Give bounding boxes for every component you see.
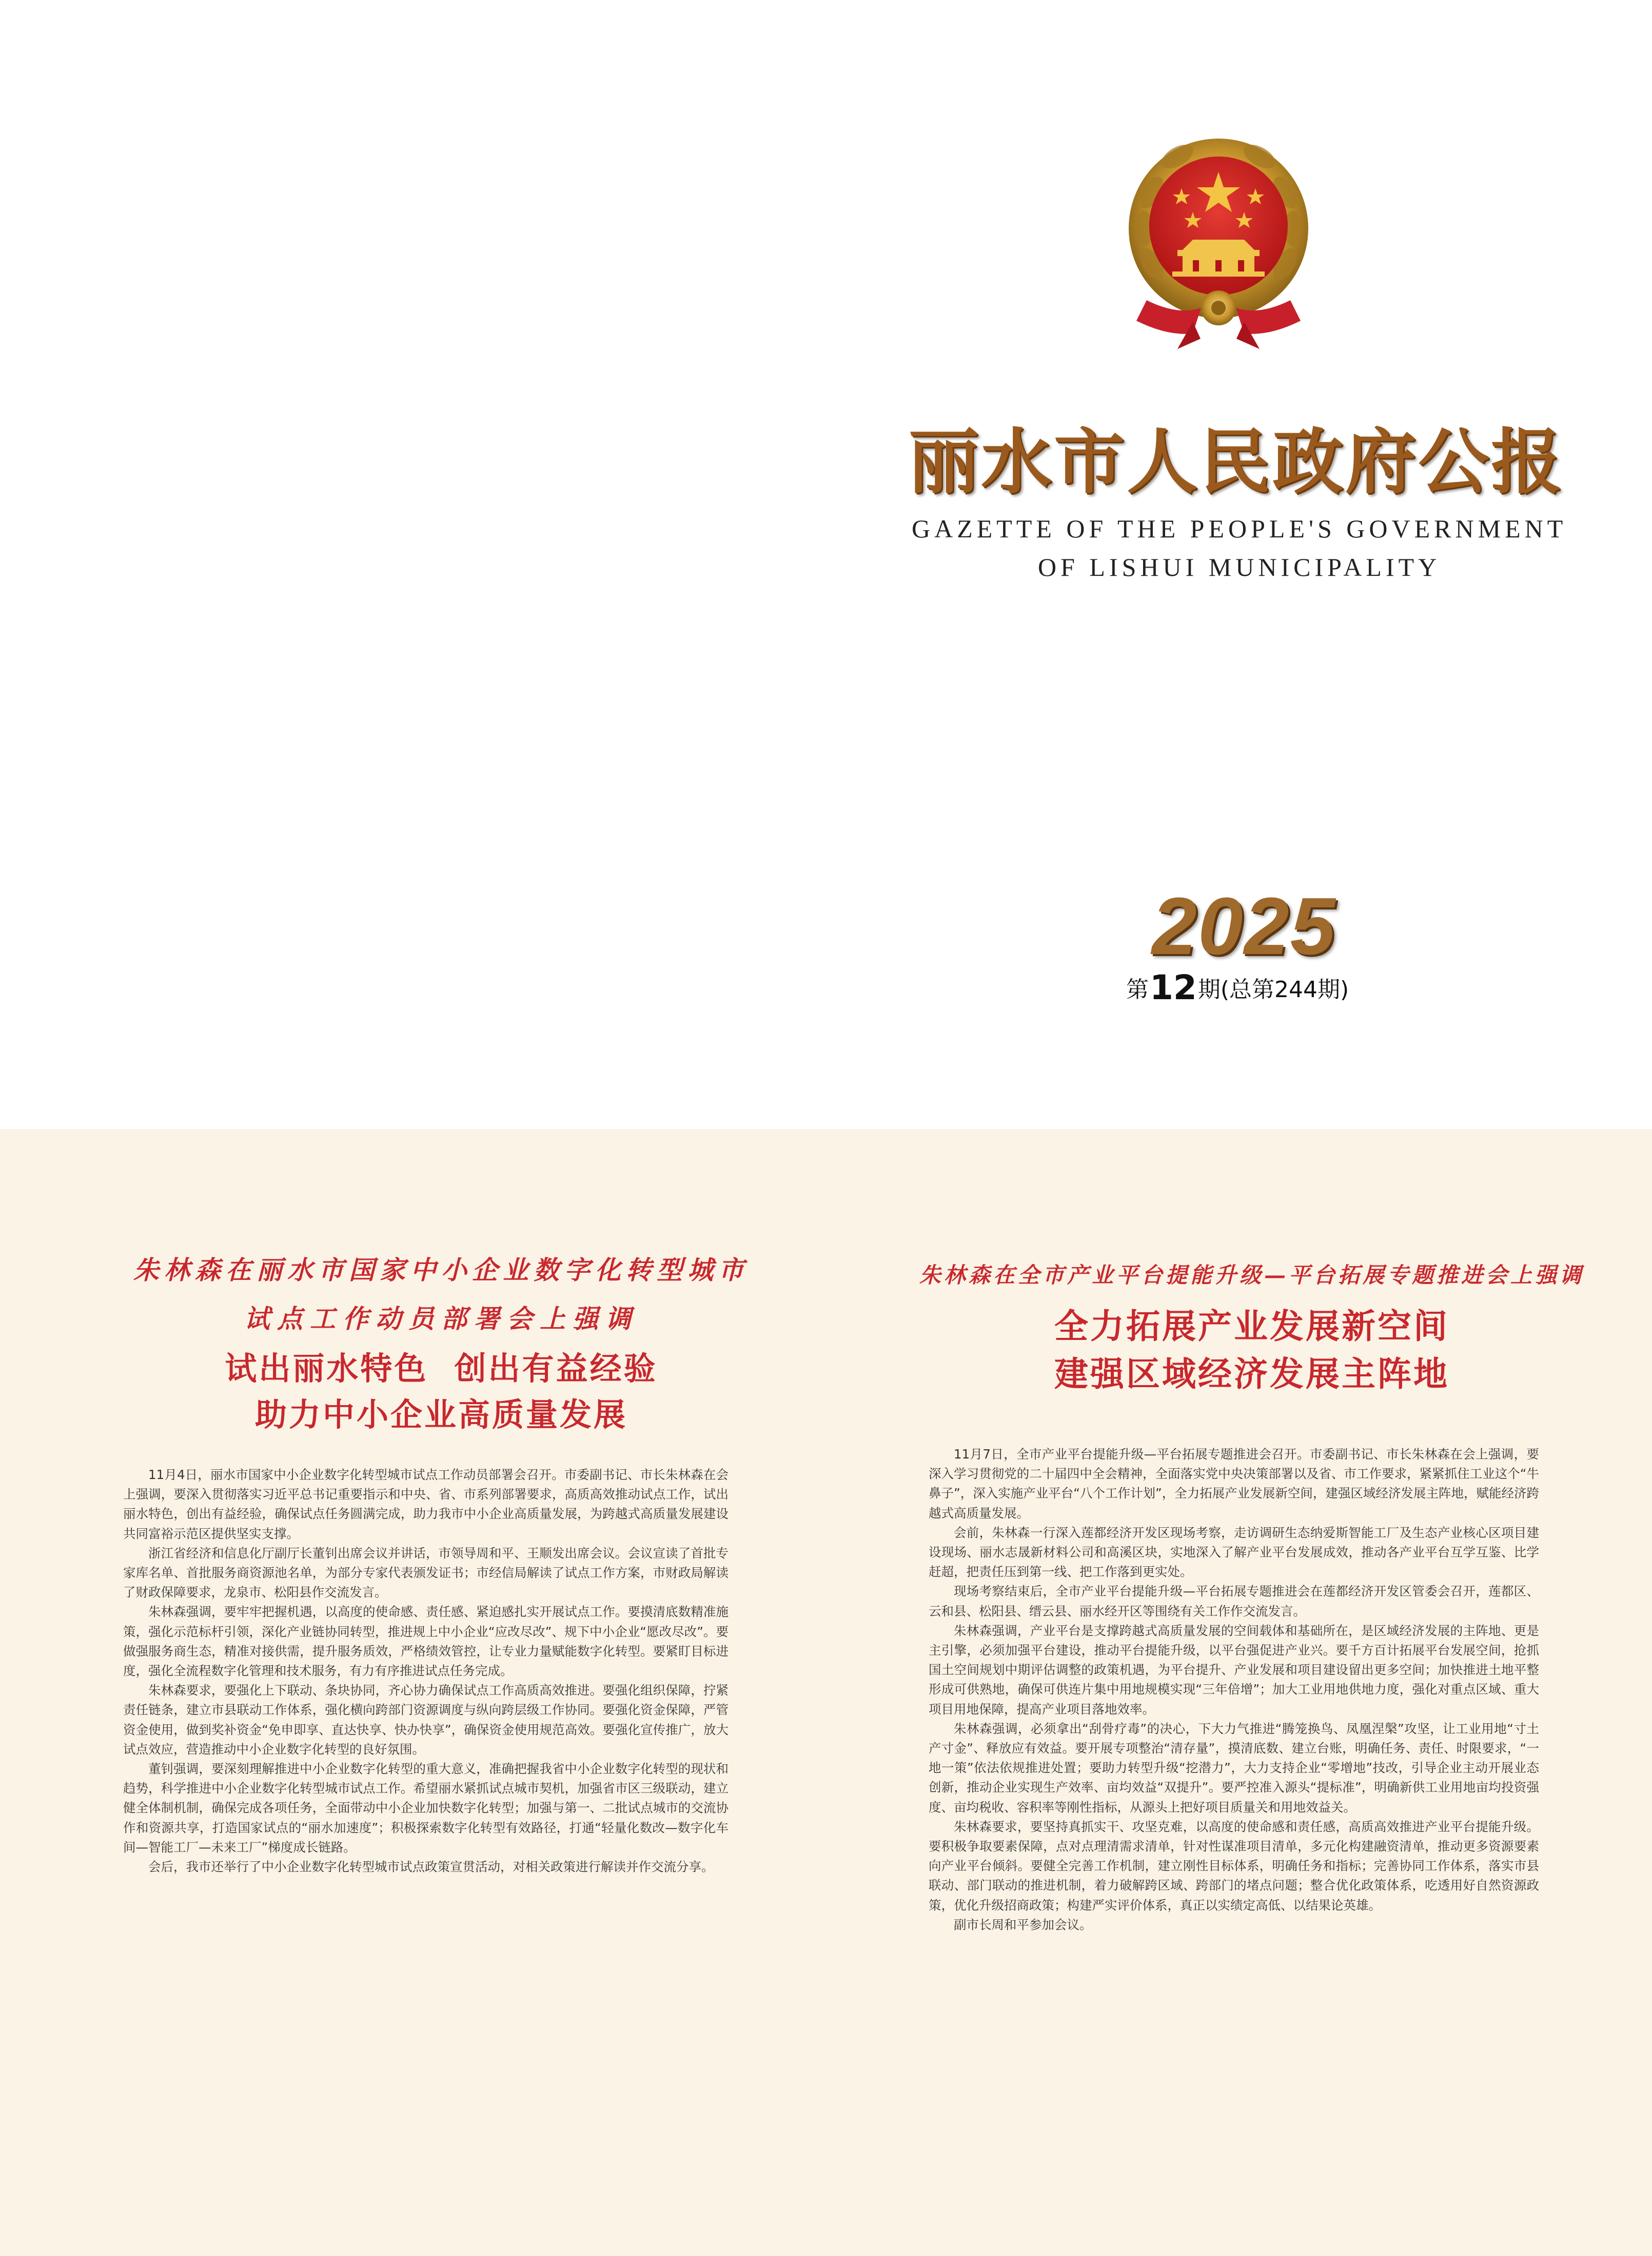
left-article-headline-line2: 助力中小企业高质量发展 [254,1396,627,1433]
right-article-paragraph: 副市长周和平参加会议。 [954,1917,1092,1932]
right-article-paragraph: 11月7日，全市产业平台提能升级—平台拓展专题推进会召开。市委副书记、市长朱林森在会上强调，要深入学习贯彻党的二十届四中全会精神，全面落实党中央决策部署以及省、市工作要求，紧紧抓住工业这个“牛鼻子”，深入实施产业平台“八个工作计划”，全力拓展产业发展新空间，建强区域经济发展主阵地，赋能经济跨越式高质量发展。 [929,1447,1539,1521]
right-article-paragraph: 朱林森强调，必须拿出“刮骨疗毒”的决心，下大力气推进“腾笼换鸟、凤凰涅槃”攻坚，让工业用地“寸土产寸金”、释放应有效益。要开展专项整治“清存量”，摸清底数、建立台账，明确任务、责任、时限要求，“一地一策”依法依规推进处置；要助力转型升级“挖潜力”，大力支持企业“零增地”技改，引导企业主动开展业态创新，推动企业实现生产效率、亩均效益“双提升”。要严控准入源头“提标准”，明确新供工业用地亩均投资强度、亩均税收、容积率等刚性指标，从源头上把好项目质量关和用地效益关。 [929,1721,1539,1815]
gazette-title-chinese: 丽水市人民政府公报 [908,420,1564,503]
left-article-body [123,1465,729,1877]
national-emblem-icon [1116,131,1321,352]
right-article-paragraph: 会前，朱林森一行深入莲都经济开发区现场考察，走访调研生态纳爱斯智能工厂及生态产业核心区项目建设现场、丽水志晟新材料公司和高溪区块，实地深入了解产业平台发展成效，推动各产业平台互学互鉴、比学赶超，把责任压到第一线、把工作落到更实处。 [929,1525,1539,1580]
left-article-paragraph: 会后，我市还举行了中小企业数字化转型城市试点政策宣贯活动，对相关政策进行解读并作交流分享。 [148,1859,714,1875]
gazette-title-english-line1: GAZETTE OF THE PEOPLE'S GOVERNMENT [912,514,1567,543]
left-article-paragraph: 朱林森强调，要牢牢把握机遇，以高度的使命感、责任感、紧迫感扎实开展试点工作。要摸清底数精准施策，强化示范标杆引领，深化产业链协同转型，推进规上中小企业“应改尽改”、规下中小企业“愿改尽改”。要做强服务商生态，精准对接供需，提升服务质效，严格绩效管控，让专业力量赋能数字化转型。要紧盯目标进度，强化全流程数字化管理和技术服务，有力有序推进试点任务完成。 [123,1604,729,1679]
right-article-body [929,1445,1539,1935]
left-article-kicker-line1: 朱林森在丽水市国家中小企业数字化转型城市 [133,1255,749,1285]
issue-year: 2025 [1152,881,1336,971]
left-article-kicker-line2: 试点工作动员部署会上强调 [244,1304,638,1334]
right-article-headline-line2: 建强区域经济发展主阵地 [1054,1354,1449,1394]
left-article-paragraph: 11月4日，丽水市国家中小企业数字化转型城市试点工作动员部署会召开。市委副书记、市长朱林森在会上强调，要深入贯彻落实习近平总书记重要指示和中央、省、市系列部署要求，高质高效推动试点工作，试出丽水特色，创出有益经验，确保试点任务圆满完成，助力我市中小企业高质量发展，为跨越式高质量发展建设共同富裕示范区提供坚实支撑。 [123,1467,729,1541]
right-article-kicker: 朱林森在全市产业平台提能升级—平台拓展专题推进会上强调 [919,1262,1584,1288]
gazette-title-english-line2: OF LISHUI MUNICIPALITY [1038,553,1441,581]
left-article-paragraph: 浙江省经济和信息化厅副厅长董钊出席会议并讲话，市领导周和平、王顺发出席会议。会议宣读了首批专家库名单、首批服务商资源池名单，为部分专家代表颁发证书；市经信局解读了试点工作方案，市财政局解读了财政保障要求，龙泉市、松阳县作交流发言。 [123,1545,729,1600]
issue-number: 12 [1150,968,1197,1007]
right-article-paragraph: 现场考察结束后，全市产业平台提能升级—平台拓展专题推进会在莲都经济开发区管委会召开，莲都区、云和县、松阳县、缙云县、丽水经开区等围绕有关工作作交流发言。 [929,1584,1539,1619]
left-article-headline-line1: 试出丽水特色 创出有益经验 [225,1350,658,1387]
right-article-headline-line1: 全力拓展产业发展新空间 [1054,1306,1449,1346]
right-article-paragraph: 朱林森强调，产业平台是支撑跨越式高质量发展的空间载体和基础所在，是区域经济发展的主阵地、更是主引擎，必须加强平台建设，推动平台提能升级，以平台强促进产业兴。要千方百计拓展平台发展空间，抢抓国土空间规划中期评估调整的政策机遇，为平台提升、产业发展和项目建设留出更多空间；加快推进土地平整形成可供熟地，确保可供连片集中用地规模实现“三年倍增”；加大工业用地供地力度，强化对重点区域、重大项目用地保障，提高产业项目落地效率。 [929,1623,1539,1717]
right-article-paragraph: 朱林森要求，要坚持真抓实干、攻坚克难，以高度的使命感和责任感，高质高效推进产业平台提能升级。要积极争取要素保障，点对点理清需求清单，针对性谋准项目清单，多元化构建融资清单，推动更多资源要素向产业平台倾斜。要健全完善工作机制，建立刚性目标体系，明确任务和指标；完善协同工作体系，落实市县联动、部门联动的推进机制，着力破解跨区域、跨部门的堵点问题；整合优化政策体系，吃透用好自然资源政策，优化升级招商政策；构建严实评价体系，真正以实绩定高低、以结果论英雄。 [929,1819,1539,1913]
issue-prefix: 第 [1126,977,1149,1003]
issue-suffix: 期(总第244期) [1197,977,1349,1003]
left-article-paragraph: 董钊强调，要深刻理解推进中小企业数字化转型的重大意义，准确把握我省中小企业数字化转型的现状和趋势，科学推进中小企业数字化转型城市试点工作。希望丽水紧抓试点城市契机，加强省市区三级联动，建立健全体制机制，确保完成各项任务，全面带动中小企业加快数字化转型；加强与第一、二批试点城市的交流协作和资源共享，打造国家试点的“丽水加速度”；积极探索数字化转型有效路径，打通“轻量化数改—数字化车间—智能工厂—未来工厂”梯度成长链路。 [123,1761,729,1855]
issue-number-line [1126,970,1349,1008]
left-article-paragraph: 朱林森要求，要强化上下联动、条块协同，齐心协力确保试点工作高质高效推进。要强化组织保障，拧紧责任链条，建立市县联动工作体系，强化横向跨部门资源调度与纵向跨层级工作协同。要强化资金保障，严管资金使用，做到奖补资金“免申即享、直达快享、快办快享”，确保资金使用规范高效。要强化宣传推广，放大试点效应，营造推动中小企业数字化转型的良好氛围。 [123,1683,729,1757]
